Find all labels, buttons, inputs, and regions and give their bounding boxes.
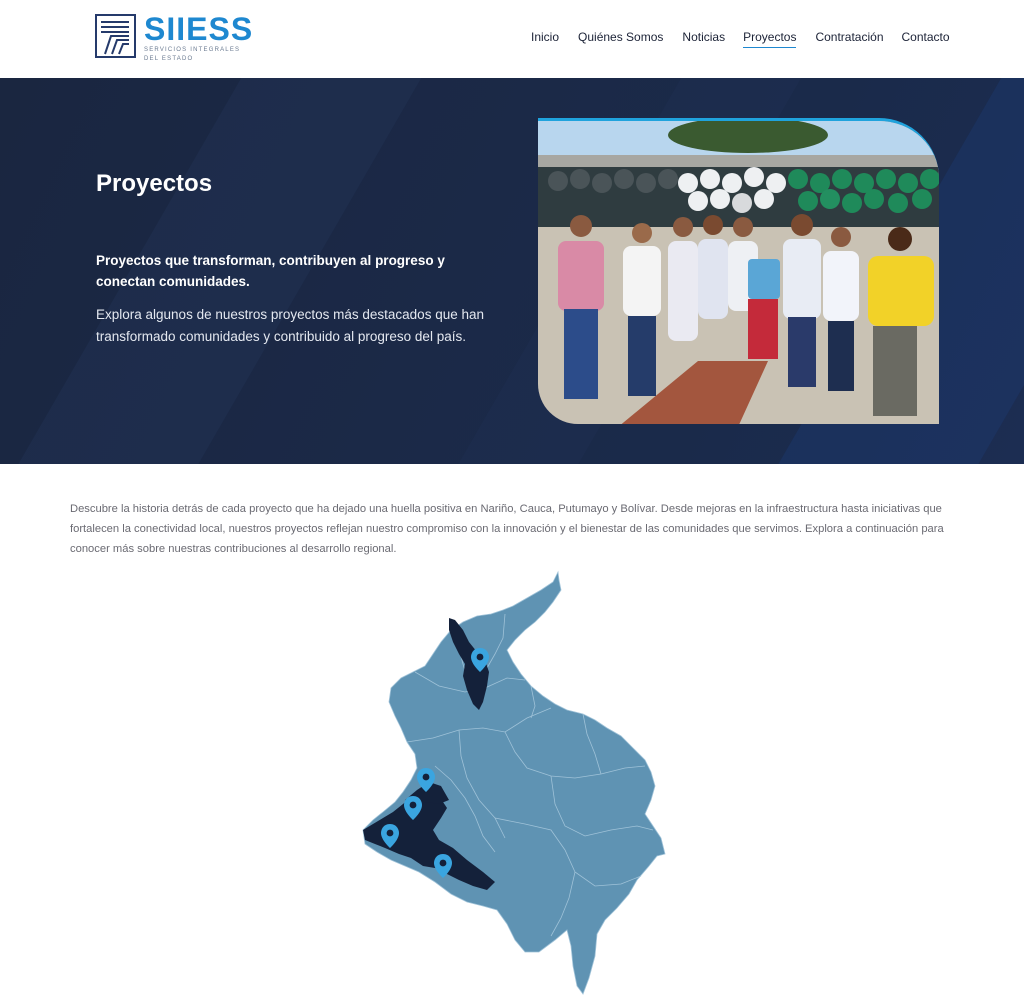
project-photo [538,118,939,424]
brand-tagline-1: SERVICIOS INTEGRALES [144,47,241,53]
logo[interactable] [95,11,254,63]
group-photo-image [538,121,939,424]
site-header [0,0,1024,78]
main-nav [531,30,950,48]
hero-section [0,78,1024,464]
nav-item-proyectos[interactable]: Proyectos [743,30,796,48]
nav-item-contratacion[interactable]: Contratación [815,30,884,44]
logo-mark-icon [95,14,136,58]
intro-paragraph: Descubre la historia detrás de cada proyecto que ha dejado una huella positiva en Nariño, Cauca, Putumayo y Bolívar. Desde mejoras en la infraestructura hasta iniciativas que fortalecen la conectividad local, nuestros proyectos reflejan nuestro compromiso con la innovación y el bienestar de las comunidades que servimos. Explora a continuación para conocer más sobre nuestras contribuciones al desarrollo regional. [70,503,944,555]
page-title: Proyectos [96,170,213,197]
nav-item-noticias[interactable]: Noticias [682,30,726,44]
nav-item-quienes-somos[interactable]: Quiénes Somos [578,30,664,44]
map-region-base [363,572,665,994]
colombia-map[interactable] [355,568,670,998]
hero-subtitle: Proyectos que transforman, contribuyen al progreso y conectan comunidades. [96,253,445,289]
nav-item-contacto[interactable]: Contacto [901,30,950,44]
hero-description: Explora algunos de nuestros proyectos más destacados que han transformado comunidades y contribuido al progreso del país. [96,307,484,344]
brand-name: SIIESS [144,11,254,47]
nav-item-inicio[interactable]: Inicio [531,30,560,44]
brand-tagline-2: DEL ESTADO [144,56,194,62]
